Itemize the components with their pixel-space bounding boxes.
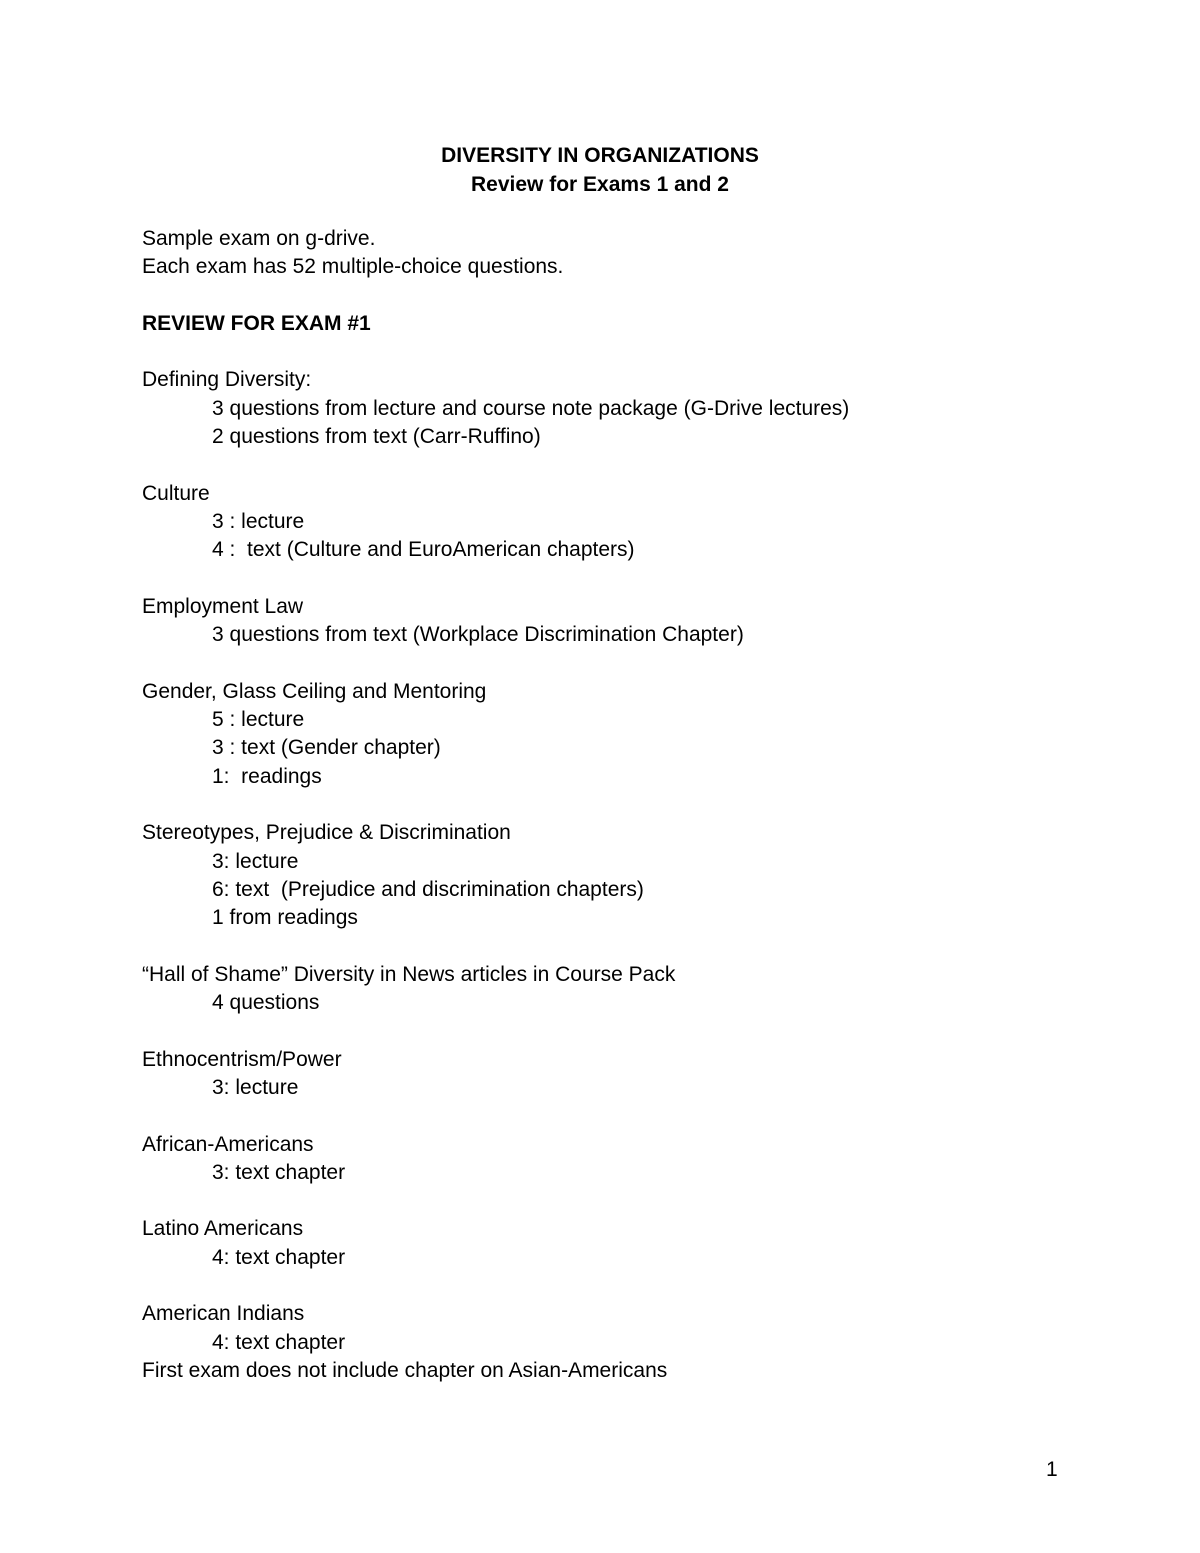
topic-item: 3 questions from lecture and course note package (G-Drive lectures) (212, 396, 850, 420)
intro-line: Each exam has 52 multiple-choice questions. (142, 255, 564, 279)
spacer (142, 282, 1142, 310)
topic-item: 6: text (Prejudice and discrimination chapters) (212, 877, 644, 901)
topic-item: 4: text chapter (212, 1330, 346, 1354)
document-title: DIVERSITY IN ORGANIZATIONS (441, 144, 759, 167)
spacer (142, 338, 1142, 366)
spacer (142, 649, 1142, 677)
topic-title: American Indians (142, 1302, 305, 1326)
topic-item: 3 questions from text (Workplace Discrimination Chapter) (212, 623, 744, 647)
topic-item: 1 from readings (212, 906, 358, 930)
page-number: 1 (1046, 1458, 1058, 1481)
section-heading: REVIEW FOR EXAM #1 (142, 311, 371, 335)
topic-item: 3: lecture (212, 1075, 299, 1099)
topic-item: 3 : text (Gender chapter) (212, 736, 441, 760)
topic-title: African-Americans (142, 1132, 314, 1156)
document-body (142, 225, 1142, 1385)
topic-title: Culture (142, 481, 210, 505)
spacer (142, 451, 1142, 479)
topic-title: Latino Americans (142, 1217, 304, 1241)
spacer (142, 791, 1142, 819)
spacer (142, 1102, 1142, 1130)
spacer (142, 1272, 1142, 1300)
topic-title: “Hall of Shame” Diversity in News articles in Course Pack (142, 962, 676, 986)
topic-title: Gender, Glass Ceiling and Mentoring (142, 679, 487, 703)
topic-item: 4: text chapter (212, 1245, 346, 1269)
spacer (142, 1017, 1142, 1045)
title-block (0, 141, 1200, 199)
topic-item: 4 : text (Culture and EuroAmerican chapters) (212, 538, 635, 562)
topic-item: 3: lecture (212, 849, 299, 873)
closing-note: First exam does not include chapter on Asian-Americans (142, 1358, 668, 1382)
topic-item: 3 : lecture (212, 509, 305, 533)
topic-title: Stereotypes, Prejudice & Discrimination (142, 821, 511, 845)
topic-title: Employment Law (142, 594, 304, 618)
topic-item: 5 : lecture (212, 708, 305, 732)
topic-title: Defining Diversity: (142, 368, 312, 392)
spacer (142, 932, 1142, 960)
topic-item: 3: text chapter (212, 1160, 346, 1184)
spacer (142, 1187, 1142, 1215)
intro-line: Sample exam on g-drive. (142, 227, 376, 250)
spacer (142, 565, 1142, 593)
document-subtitle: Review for Exams 1 and 2 (471, 173, 729, 196)
topic-title: Ethnocentrism/Power (142, 1047, 342, 1071)
topic-item: 2 questions from text (Carr-Ruffino) (212, 425, 541, 449)
topic-item: 4 questions (212, 991, 320, 1015)
topic-item: 1: readings (212, 764, 322, 788)
